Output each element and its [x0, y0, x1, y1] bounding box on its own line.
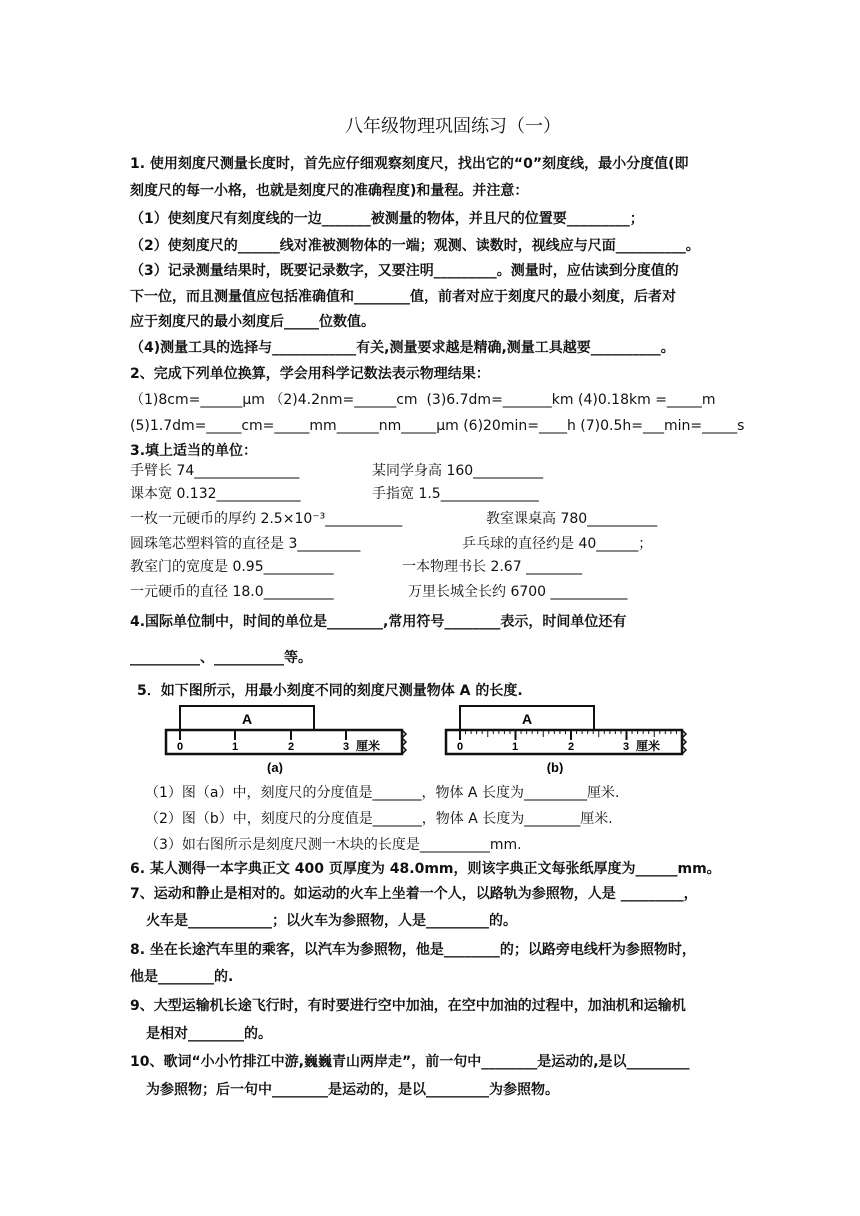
q3-item: 万里长城全长约 6700 ___________ [408, 584, 628, 600]
q8-line1: 8. 坐在长途汽车里的乘客，以汽车为参照物，他是________的；以路旁电线杆为参照物时， [130, 942, 696, 958]
q4-line2: __________、__________等。 [130, 650, 312, 666]
tick-label-0: 0 [456, 741, 464, 753]
q6-line: 6. 某人测得一本字典正文 400 页厚度为 48.0mm，则该字典正文每张纸厚度为______mm。 [130, 861, 721, 877]
page-title: 八年级物理巩固练习（一） [345, 116, 561, 137]
q3-item: 一枚一元硬币的厚约 2.5×10⁻³___________ [130, 511, 403, 527]
q3-heading: 3.填上适当的单位： [130, 443, 258, 459]
tick-label-3: 3 [342, 741, 350, 753]
q9-line2: 是相对________的。 [146, 1026, 272, 1042]
q3-item: 乒乓球的直径约是 40______； [462, 536, 653, 552]
q1-sub3-a: （3）记录测量结果时，既要记录数字，又要注明_________。测量时，应估读到分度值的 [130, 263, 679, 279]
q1-sub2: （2）使刻度尺的______线对准被测物体的一端；观测、读数时，视线应与尺面__________。 [130, 238, 700, 254]
q9-line1: 9、大型运输机长途飞行时，有时要进行空中加油，在空中加油的过程中，加油机和运输机 [130, 998, 686, 1014]
q2-line1: （1)8cm=______μm （2)4.2nm=______cm (3)6.7dm=_______km (4)0.18km =_____m [130, 392, 716, 408]
q3-item: 教室门的宽度是 0.95__________ [130, 559, 334, 575]
q3-item: 某同学身高 160__________ [372, 463, 544, 479]
q1-sub3-b: 下一位，而且测量值应包括准确值和________值，前者对应于刻度尺的最小刻度，后者对 [130, 289, 676, 305]
ruler-figure-b [440, 702, 700, 774]
object-label-a: A [241, 711, 253, 727]
q1-line1: 1. 使用刻度尺测量长度时，首先应仔细观察刻度尺，找出它的“0”刻度线，最小分度值(即 [130, 156, 689, 172]
tick-label-1: 1 [231, 741, 239, 753]
tick-label-0: 0 [176, 741, 184, 753]
q1-sub4: （4)测量工具的选择与____________有关,测量要求越是精确,测量工具越要__________。 [130, 340, 675, 356]
q5-sub1: （1）图（a）中，刻度尺的分度值是_______，物体 A 长度为_________厘米. [145, 785, 620, 801]
q3-item: 课本宽 0.132____________ [130, 486, 301, 502]
tick-label-2: 2 [567, 741, 575, 753]
q3-item: 手臂长 74_______________ [130, 463, 300, 479]
q3-item: 一本物理书长 2.67 ________ [402, 559, 583, 575]
object-label-b: A [521, 711, 533, 727]
q7-line2: 火车是____________；以火车为参照物，人是_________的。 [146, 913, 517, 929]
q1-sub3-c: 应于刻度尺的最小刻度后_____位数值。 [130, 314, 375, 330]
q10-line1: 10、歌词“小小竹排江中游,巍巍青山两岸走”，前一句中________是运动的,是以_________ [130, 1054, 690, 1070]
q5-heading: 5．如下图所示，用最小刻度不同的刻度尺测量物体 A 的长度. [137, 683, 523, 699]
unit-label-b: 厘米 [636, 739, 661, 753]
tick-label-3: 3 [622, 741, 630, 753]
q8-line2: 他是________的. [130, 969, 234, 985]
q2-heading: 2、完成下列单位换算，学会用科学记数法表示物理结果： [130, 366, 490, 382]
caption-b: (b) [546, 760, 564, 774]
q7-line1: 7、运动和静止是相对的。如运动的火车上坐着一个人，以路轨为参照物，人是 _________， [130, 886, 698, 902]
unit-label-a: 厘米 [356, 739, 381, 753]
ruler-figure-a [160, 702, 420, 774]
q1-sub1: （1）使刻度尺有刻度线的一边_______被测量的物体，并且尺的位置要_________； [130, 211, 644, 227]
q5-sub2: （2）图（b）中，刻度尺的分度值是_______，物体 A 长度为________厘米. [145, 811, 613, 827]
q4-line1: 4.国际单位制中，时间的单位是________,常用符号________表示，时间单位还有 [130, 614, 627, 630]
q2-line2: (5)1.7dm=_____cm=_____mm______nm_____μm (6)20min=____h (7)0.5h=___min=_____s [130, 418, 745, 434]
q3-item: 手指宽 1.5______________ [372, 486, 539, 502]
caption-a: (a) [267, 760, 283, 774]
q5-sub3: （3）如右图所示是刻度尺测一木块的长度是__________mm. [145, 837, 522, 853]
q3-item: 圆珠笔芯塑料管的直径是 3_________ [130, 536, 361, 552]
q1-line2: 刻度尺的每一小格，也就是刻度尺的准确程度)和量程。并注意： [130, 183, 529, 199]
q10-line2: 为参照物；后一句中________是运动的，是以_________为参照物。 [146, 1082, 559, 1098]
q3-item: 一元硬币的直径 18.0__________ [130, 584, 334, 600]
q3-item: 教室课桌高 780__________ [486, 511, 658, 527]
tick-label-1: 1 [511, 741, 519, 753]
tick-label-2: 2 [287, 741, 295, 753]
